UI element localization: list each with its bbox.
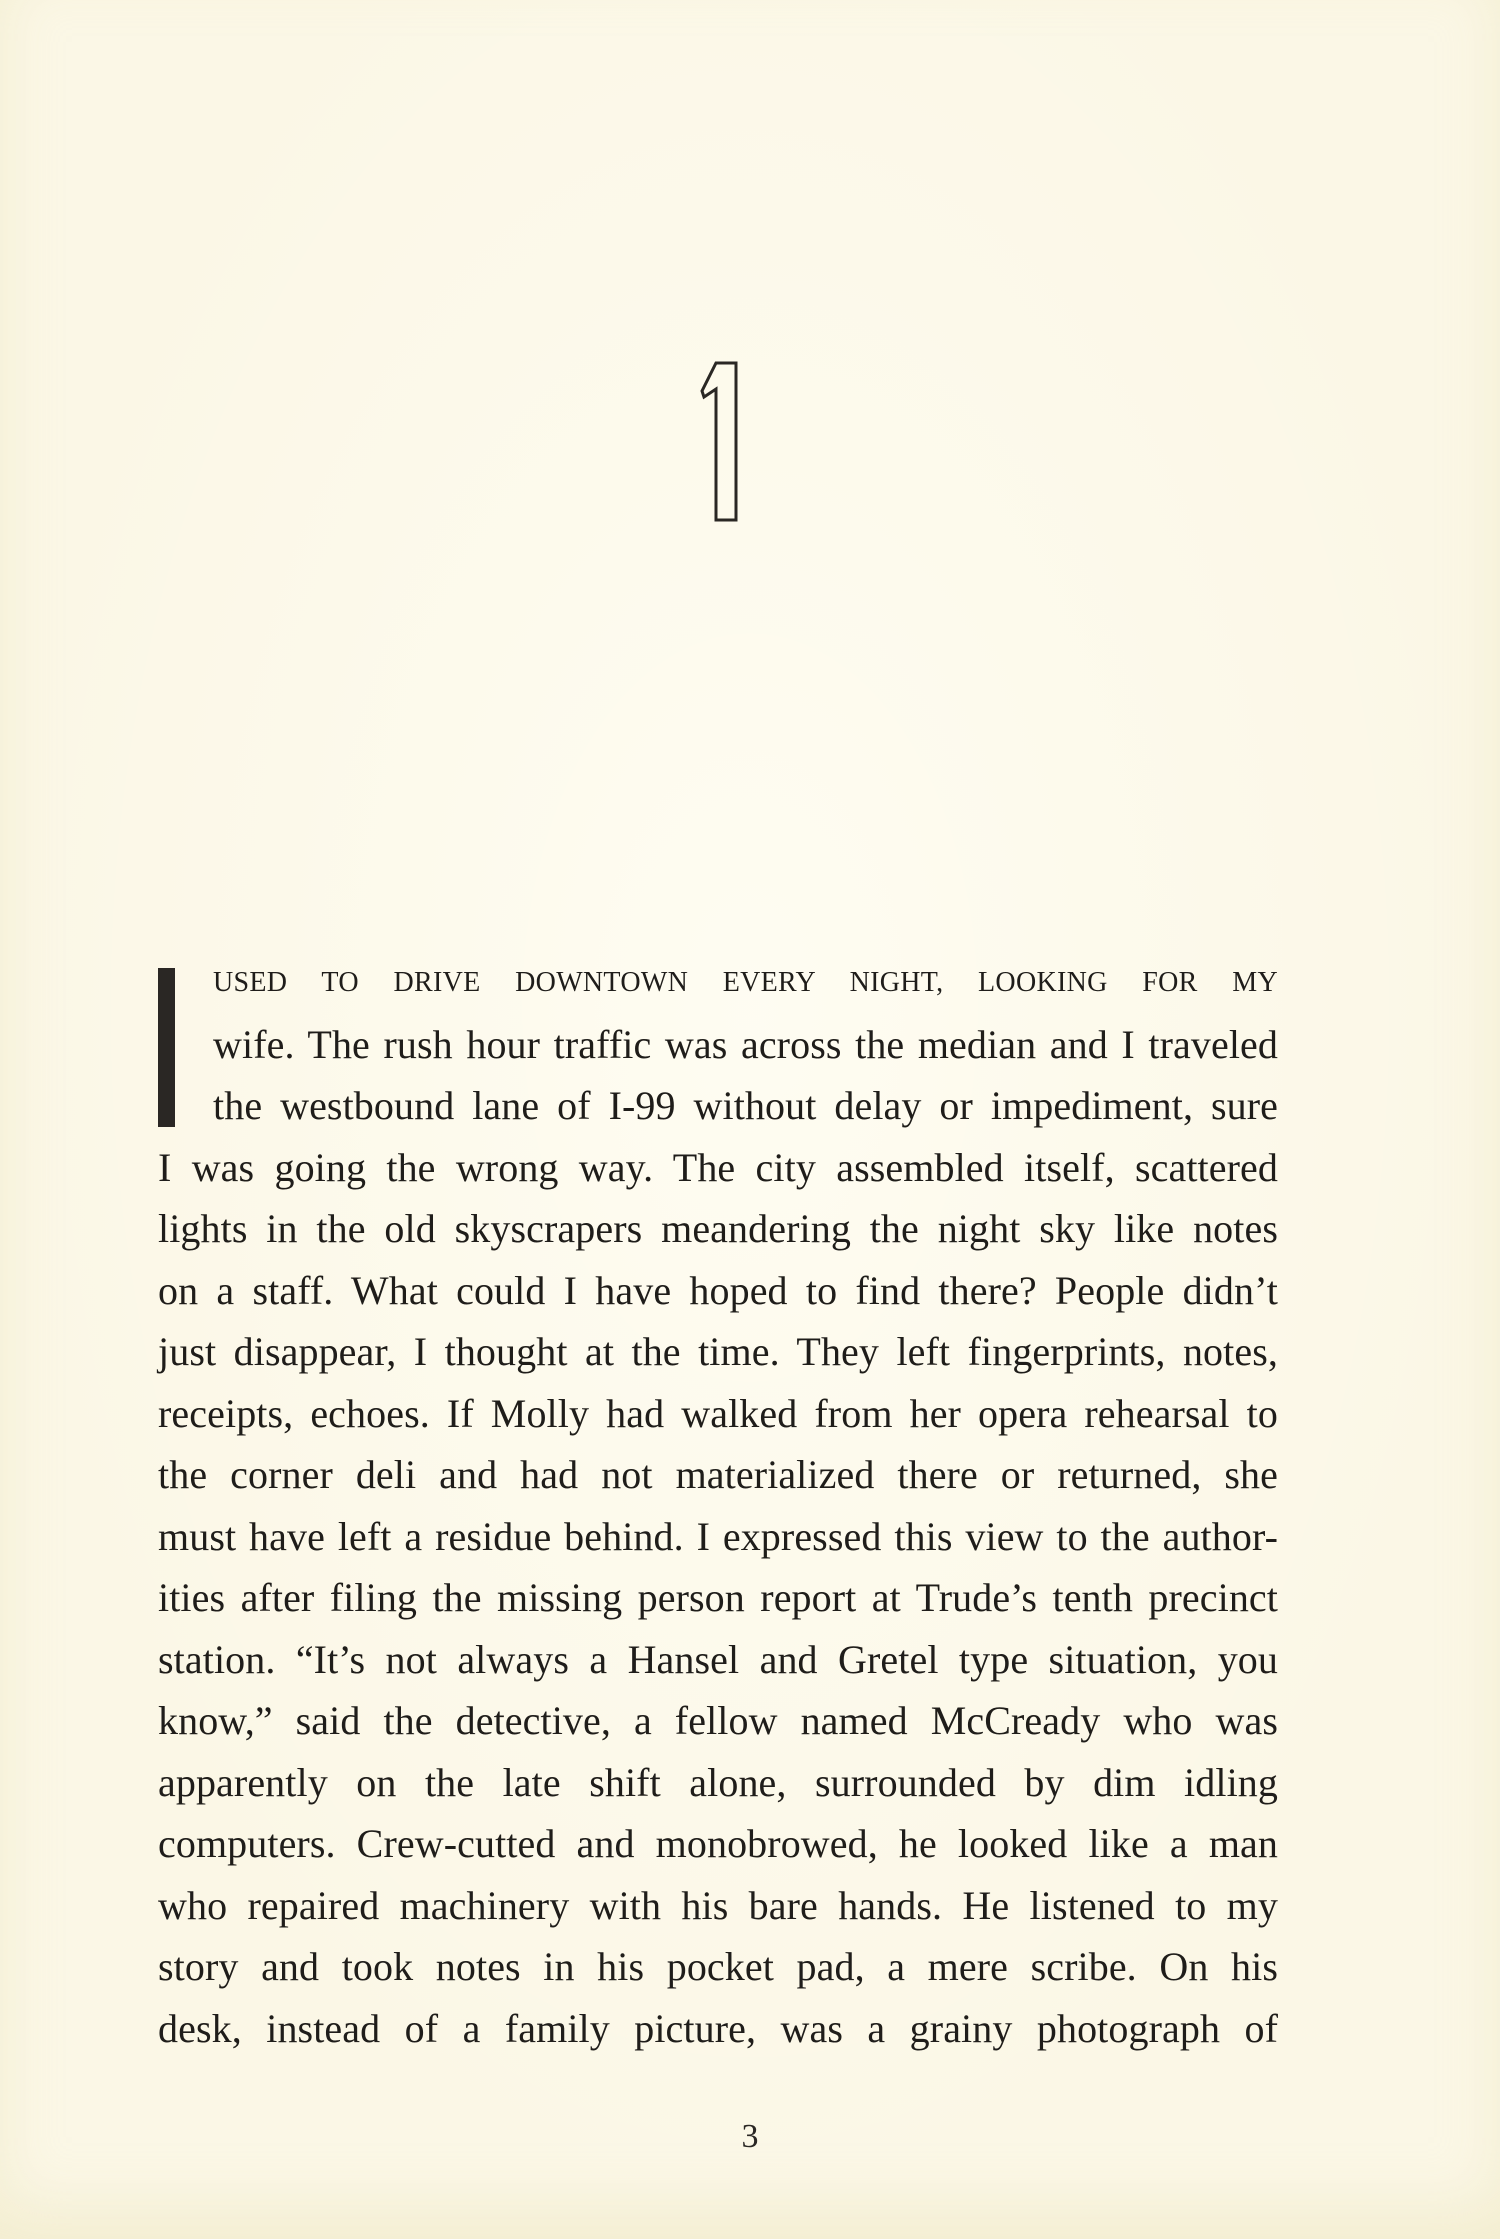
chapter-number-outline-glyph: [686, 355, 766, 525]
chapter-number: [686, 355, 766, 525]
text-line: computers. Crew-cutted and monobrowed, he looked like a man: [158, 1821, 1278, 1866]
text-line: wife. The rush hour traffic was across the median and I traveled: [213, 1021, 1278, 1067]
text-line: desk, instead of a family picture, was a grainy photograph of: [158, 2005, 1278, 2051]
text-line: story and took notes in his pocket pad, a mere scribe. On his: [158, 1944, 1278, 1989]
page-number: 3: [741, 2118, 759, 2155]
text-line: who repaired machinery with his bare hands. He listened to my: [158, 1882, 1278, 1928]
text-line: I was going the wrong way. The city assembled itself, scattered: [158, 1144, 1278, 1190]
text-line: must have left a residue behind. I expressed this view to the author-: [158, 1513, 1278, 1559]
text-line: know,” said the detective, a fellow named McCready who was: [158, 1698, 1278, 1743]
text-line: just disappear, I thought at the time. They left fingerprints, notes,: [158, 1329, 1278, 1374]
text-line: ities after filing the missing person report at Trude’s tenth precinct: [158, 1575, 1278, 1620]
drop-cap-letter-i: [158, 968, 175, 1127]
text-line: lights in the old skyscrapers meandering the night sky like notes: [158, 1206, 1278, 1251]
text-line: receipts, echoes. If Molly had walked from her opera rehearsal to: [158, 1390, 1278, 1436]
text-line: on a staff. What could I have hoped to find there? People didn’t: [158, 1267, 1278, 1313]
text-line: the westbound lane of I-99 without delay or impediment, sure: [213, 1083, 1278, 1128]
chapter-body-text: [158, 952, 1278, 2059]
text-line: station. “It’s not always a Hansel and Gretel type situation, you: [158, 1636, 1278, 1682]
text-line: apparently on the late shift alone, surrounded by dim idling: [158, 1759, 1278, 1805]
text-line: the corner deli and had not materialized there or returned, she: [158, 1452, 1278, 1497]
text-line: USED TO DRIVE DOWNTOWN EVERY NIGHT, LOOKING FOR MY: [213, 967, 1278, 998]
